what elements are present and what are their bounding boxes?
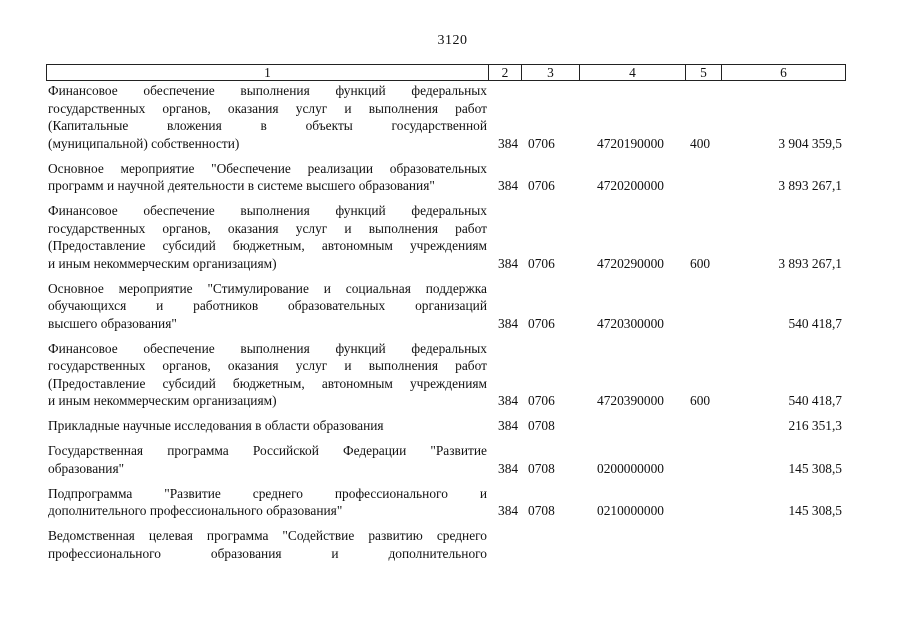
table-row	[46, 280, 846, 333]
row-description-line: государственных органов, оказания услуг и выполнения работ	[48, 220, 487, 236]
row-target-article: 0210000000	[597, 503, 664, 518]
row-amount: 3 893 267,1	[778, 178, 842, 193]
row-section-code: 0706	[528, 255, 555, 271]
row-amount: 3 893 267,1	[778, 255, 842, 271]
row-description	[46, 417, 487, 435]
row-expense-type: 400	[690, 135, 711, 151]
row-section-code: 0706	[528, 135, 555, 151]
table-row	[46, 160, 846, 195]
row-ministry-code: 384	[498, 315, 519, 331]
header-col-1: 1	[264, 65, 271, 80]
row-amount: 216 351,3	[788, 418, 842, 433]
row-description-line: дополнительного профессионального образования"	[48, 503, 343, 518]
row-amount: 145 308,5	[788, 503, 842, 518]
row-amount: 540 418,7	[788, 393, 842, 408]
row-description-line: (Капитальные вложения в объекты государственной	[48, 118, 487, 133]
row-target-article: 4720390000	[597, 393, 664, 408]
page-number: 3120	[437, 33, 468, 48]
row-target-article: 4720200000	[597, 178, 664, 193]
row-ministry-code: 384	[498, 135, 519, 151]
table-body	[46, 82, 846, 570]
table-row	[46, 340, 846, 410]
row-target-article: 4720190000	[597, 135, 664, 151]
row-description-line: (Предоставление субсидий бюджетным, автономным учреждениям	[48, 375, 487, 391]
row-description-line: Государственная программа Российской Федерации "Развитие	[48, 443, 487, 458]
row-section-code: 0706	[528, 393, 555, 408]
table-header	[46, 64, 846, 81]
table-row	[46, 82, 846, 152]
row-description-line: Финансовое обеспечение выполнения функций федеральных	[48, 340, 487, 356]
row-description-line: высшего образования"	[48, 315, 177, 331]
row-ministry-code: 384	[498, 460, 519, 476]
row-description	[46, 485, 487, 520]
row-description-line: Подпрограмма "Развитие среднего профессионального и	[48, 485, 487, 501]
row-description-line: Основное мероприятие "Стимулирование и социальная поддержка	[48, 280, 487, 296]
table-row	[46, 442, 846, 477]
row-amount: 540 418,7	[788, 315, 842, 331]
row-ministry-code: 384	[498, 503, 519, 518]
row-section-code: 0706	[528, 178, 555, 193]
table-row	[46, 202, 846, 272]
row-section-code: 0706	[528, 315, 555, 331]
row-description	[46, 340, 487, 410]
row-section-code: 0708	[528, 503, 555, 518]
row-ministry-code: 384	[498, 255, 519, 271]
row-description-line: обучающихся и работников образовательных организаций	[48, 298, 487, 313]
row-description-line: профессионального образования и дополнительного	[48, 545, 487, 561]
row-description-line: Финансовое обеспечение выполнения функций федеральных	[48, 203, 487, 218]
row-target-article: 0200000000	[597, 460, 664, 476]
header-col-2: 2	[488, 65, 521, 80]
header-col-6: 6	[721, 65, 845, 80]
row-description-line: и иным некоммерческим организациям)	[48, 393, 277, 408]
header-col-4: 4	[579, 65, 685, 80]
row-ministry-code: 384	[498, 418, 519, 433]
row-description-line: государственных органов, оказания услуг и выполнения работ	[48, 358, 487, 373]
row-amount: 145 308,5	[788, 460, 842, 476]
row-description	[46, 280, 487, 333]
row-amount: 3 904 359,5	[778, 135, 842, 151]
row-description-line: Прикладные научные исследования в области образования	[48, 418, 384, 433]
row-description	[46, 160, 487, 195]
row-description-line: (муниципальной) собственности)	[48, 135, 240, 151]
row-description	[46, 527, 487, 562]
row-description-line: государственных органов, оказания услуг и выполнения работ	[48, 100, 487, 116]
row-description-line: Основное мероприятие "Обеспечение реализации образовательных	[48, 160, 487, 176]
table-row	[46, 417, 846, 435]
row-target-article: 4720290000	[597, 255, 664, 271]
row-expense-type: 600	[690, 255, 711, 271]
header-col-3: 3	[521, 65, 579, 80]
row-description-line: Ведомственная целевая программа "Содействие развитию среднего	[48, 528, 487, 543]
row-description-line: программ и научной деятельности в системе высшего образования"	[48, 178, 435, 193]
row-ministry-code: 384	[498, 178, 519, 193]
header-col-5: 5	[685, 65, 721, 80]
row-expense-type: 600	[690, 393, 711, 408]
row-section-code: 0708	[528, 460, 555, 476]
row-target-article: 4720300000	[597, 315, 664, 331]
table-row	[46, 485, 846, 520]
row-description	[46, 82, 487, 152]
row-description-line: Финансовое обеспечение выполнения функций федеральных	[48, 83, 487, 98]
row-ministry-code: 384	[498, 393, 519, 408]
row-description-line: образования"	[48, 460, 125, 476]
row-description-line: (Предоставление субсидий бюджетным, автономным учреждениям	[48, 238, 487, 253]
row-description-line: и иным некоммерческим организациям)	[48, 255, 277, 271]
row-description	[46, 442, 487, 477]
row-description	[46, 202, 487, 272]
table-row	[46, 527, 846, 562]
row-section-code: 0708	[528, 418, 555, 433]
